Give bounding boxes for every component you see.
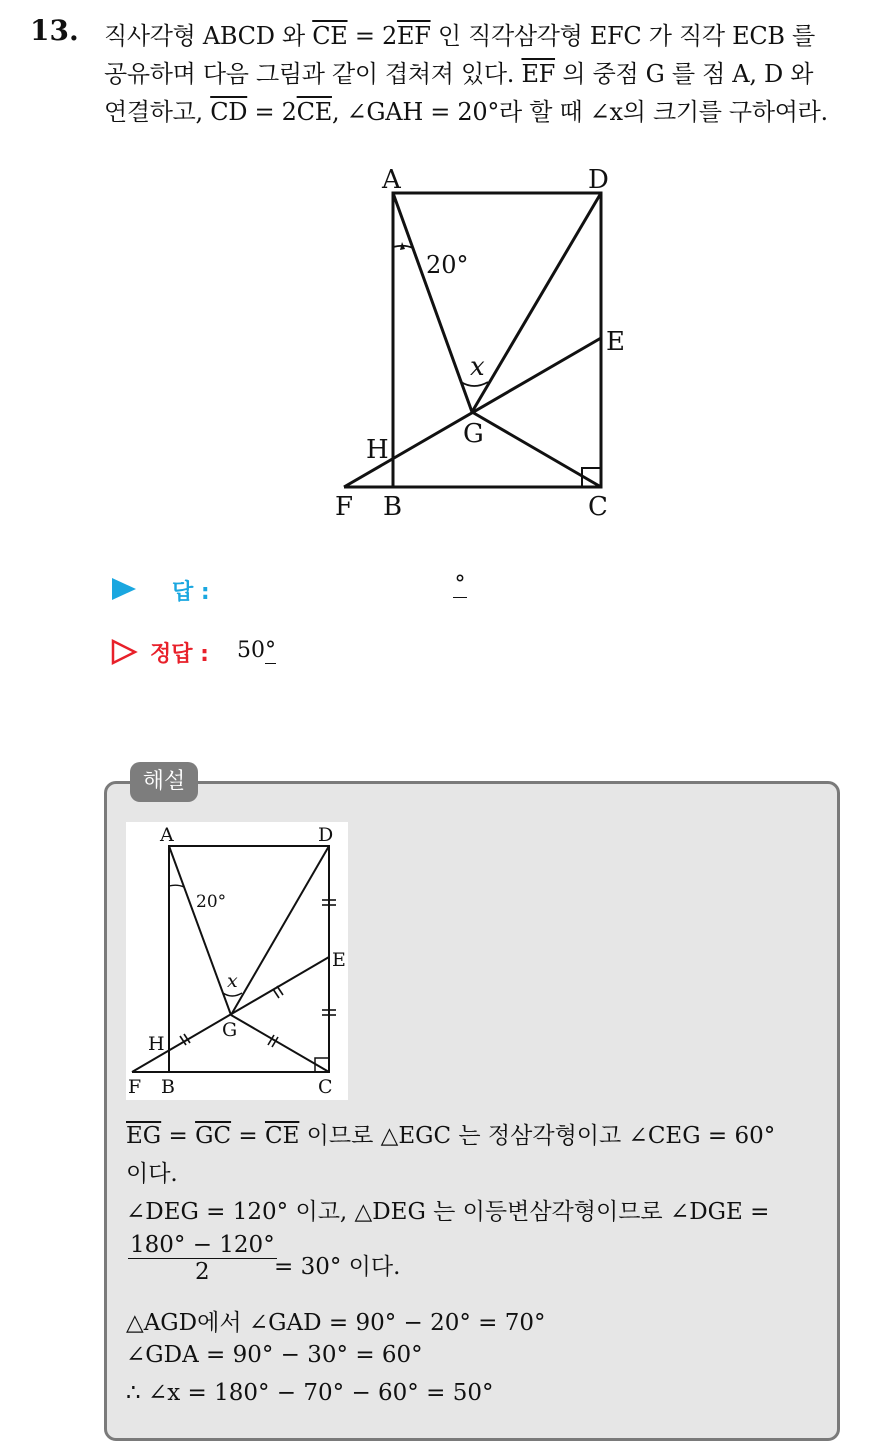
q3-text-c: , ∠GAH = 20°라 할 때 ∠x의 크기를 구하여라.	[331, 98, 828, 126]
sol-label-h: H	[148, 1033, 165, 1055]
sol-angle-arc-20	[169, 885, 184, 887]
sol-label-a: A	[160, 824, 174, 846]
segment-ag	[393, 193, 472, 412]
correct-value	[237, 638, 276, 663]
q1-text-a: 직사각형 ABCD 와	[104, 22, 313, 50]
sol-segment-ce-text: $\overline{CE}$	[264, 1123, 300, 1149]
question-number: 13.	[30, 14, 79, 47]
q1-segment-ce: $\overline{CE}$	[312, 22, 348, 50]
label-a: A	[382, 165, 401, 195]
sol-segment-ag	[169, 846, 231, 1015]
correct-triangle-icon	[110, 638, 138, 666]
rectangle-abcd	[393, 193, 601, 487]
q3-segment-ce: $\overline{CE}$	[296, 98, 332, 126]
sol-label-c: C	[318, 1076, 333, 1098]
correct-label: 정답 :	[150, 642, 209, 667]
q1-text-c: 인 직각삼각형 EFC 가 직각 ECB 를	[430, 22, 815, 50]
solution-fraction	[128, 1232, 277, 1285]
q1-segment-ef: $\overline{EF}$	[396, 22, 431, 50]
correct-unit: °	[265, 638, 276, 663]
q3-segment-cd: $\overline{CD}$	[210, 98, 248, 126]
sol-label-angle-20: 20°	[196, 892, 227, 912]
label-g: G	[463, 419, 484, 449]
label-x: x	[470, 352, 485, 382]
solution-tag: 해설	[130, 762, 198, 802]
sol-label-e: E	[332, 949, 346, 971]
solution-line-5: △AGD에서 ∠GAD = 90° − 20° = 70°	[126, 1310, 546, 1336]
q2-segment-ef: $\overline{EF}$	[521, 60, 556, 88]
q2-text-b: 의 중점 G 를 점 A, D 와	[555, 60, 814, 88]
sol-label-f: F	[128, 1076, 142, 1098]
sol-angle-arc-x	[223, 993, 242, 996]
sol-label-x: x	[227, 970, 238, 992]
q2-text-a: 공유하며 다음 그림과 같이 겹쳐져 있다.	[104, 60, 522, 88]
label-angle-20: 20°	[426, 251, 469, 279]
sol-label-d: D	[318, 824, 334, 846]
answer-blank-unit[interactable]: °	[454, 572, 466, 597]
angle-arc-x	[461, 382, 488, 386]
solution-line-6: ∠GDA = 90° − 30° = 60°	[126, 1342, 423, 1368]
fraction-numerator: 180° − 120°	[130, 1232, 275, 1258]
geometry-figure	[330, 160, 630, 530]
sol-rectangle-abcd	[169, 846, 329, 1072]
sol-eq-2: =	[231, 1123, 265, 1149]
answer-triangle-icon	[110, 576, 138, 602]
q3-text-b: = 2	[247, 98, 297, 126]
solution-figure	[126, 822, 348, 1100]
solution-line-1	[126, 1117, 775, 1150]
sol-segment-gc-text: $\overline{GC}$	[195, 1123, 232, 1149]
fraction-denominator: 2	[195, 1259, 210, 1285]
question-line-3	[104, 92, 828, 127]
correct-number: 50	[237, 638, 265, 663]
solution-line-3: ∠DEG = 120° 이고, △DEG 는 이등변삼각형이므로 ∠DGE =	[126, 1199, 770, 1225]
question-line-2	[104, 54, 813, 89]
solution-line-2: 이다.	[126, 1161, 178, 1187]
label-b: B	[383, 492, 403, 522]
sol-label-b: B	[161, 1076, 175, 1098]
sol-label-g: G	[222, 1019, 238, 1041]
label-h: H	[366, 435, 389, 465]
tick-marks	[180, 900, 336, 1047]
label-f: F	[335, 492, 354, 522]
q1-text-b: = 2	[347, 22, 397, 50]
sol-l1-rest: 이므로 △EGC 는 정삼각형이고 ∠CEG = 60°	[299, 1123, 776, 1149]
q3-text-a: 연결하고,	[104, 98, 211, 126]
sol-segment-eg: $\overline{EG}$	[126, 1123, 162, 1149]
label-d: D	[588, 165, 609, 195]
label-e: E	[606, 327, 625, 357]
label-c: C	[588, 492, 608, 522]
question-line-1	[104, 16, 815, 51]
solution-fraction-rest: = 30° 이다.	[274, 1254, 401, 1280]
solution-line-7: ∴ ∠x = 180° − 70° − 60° = 50°	[126, 1380, 494, 1406]
answer-label: 답 :	[172, 580, 210, 605]
sol-eq-1: =	[161, 1123, 196, 1149]
segment-dg	[472, 193, 601, 412]
